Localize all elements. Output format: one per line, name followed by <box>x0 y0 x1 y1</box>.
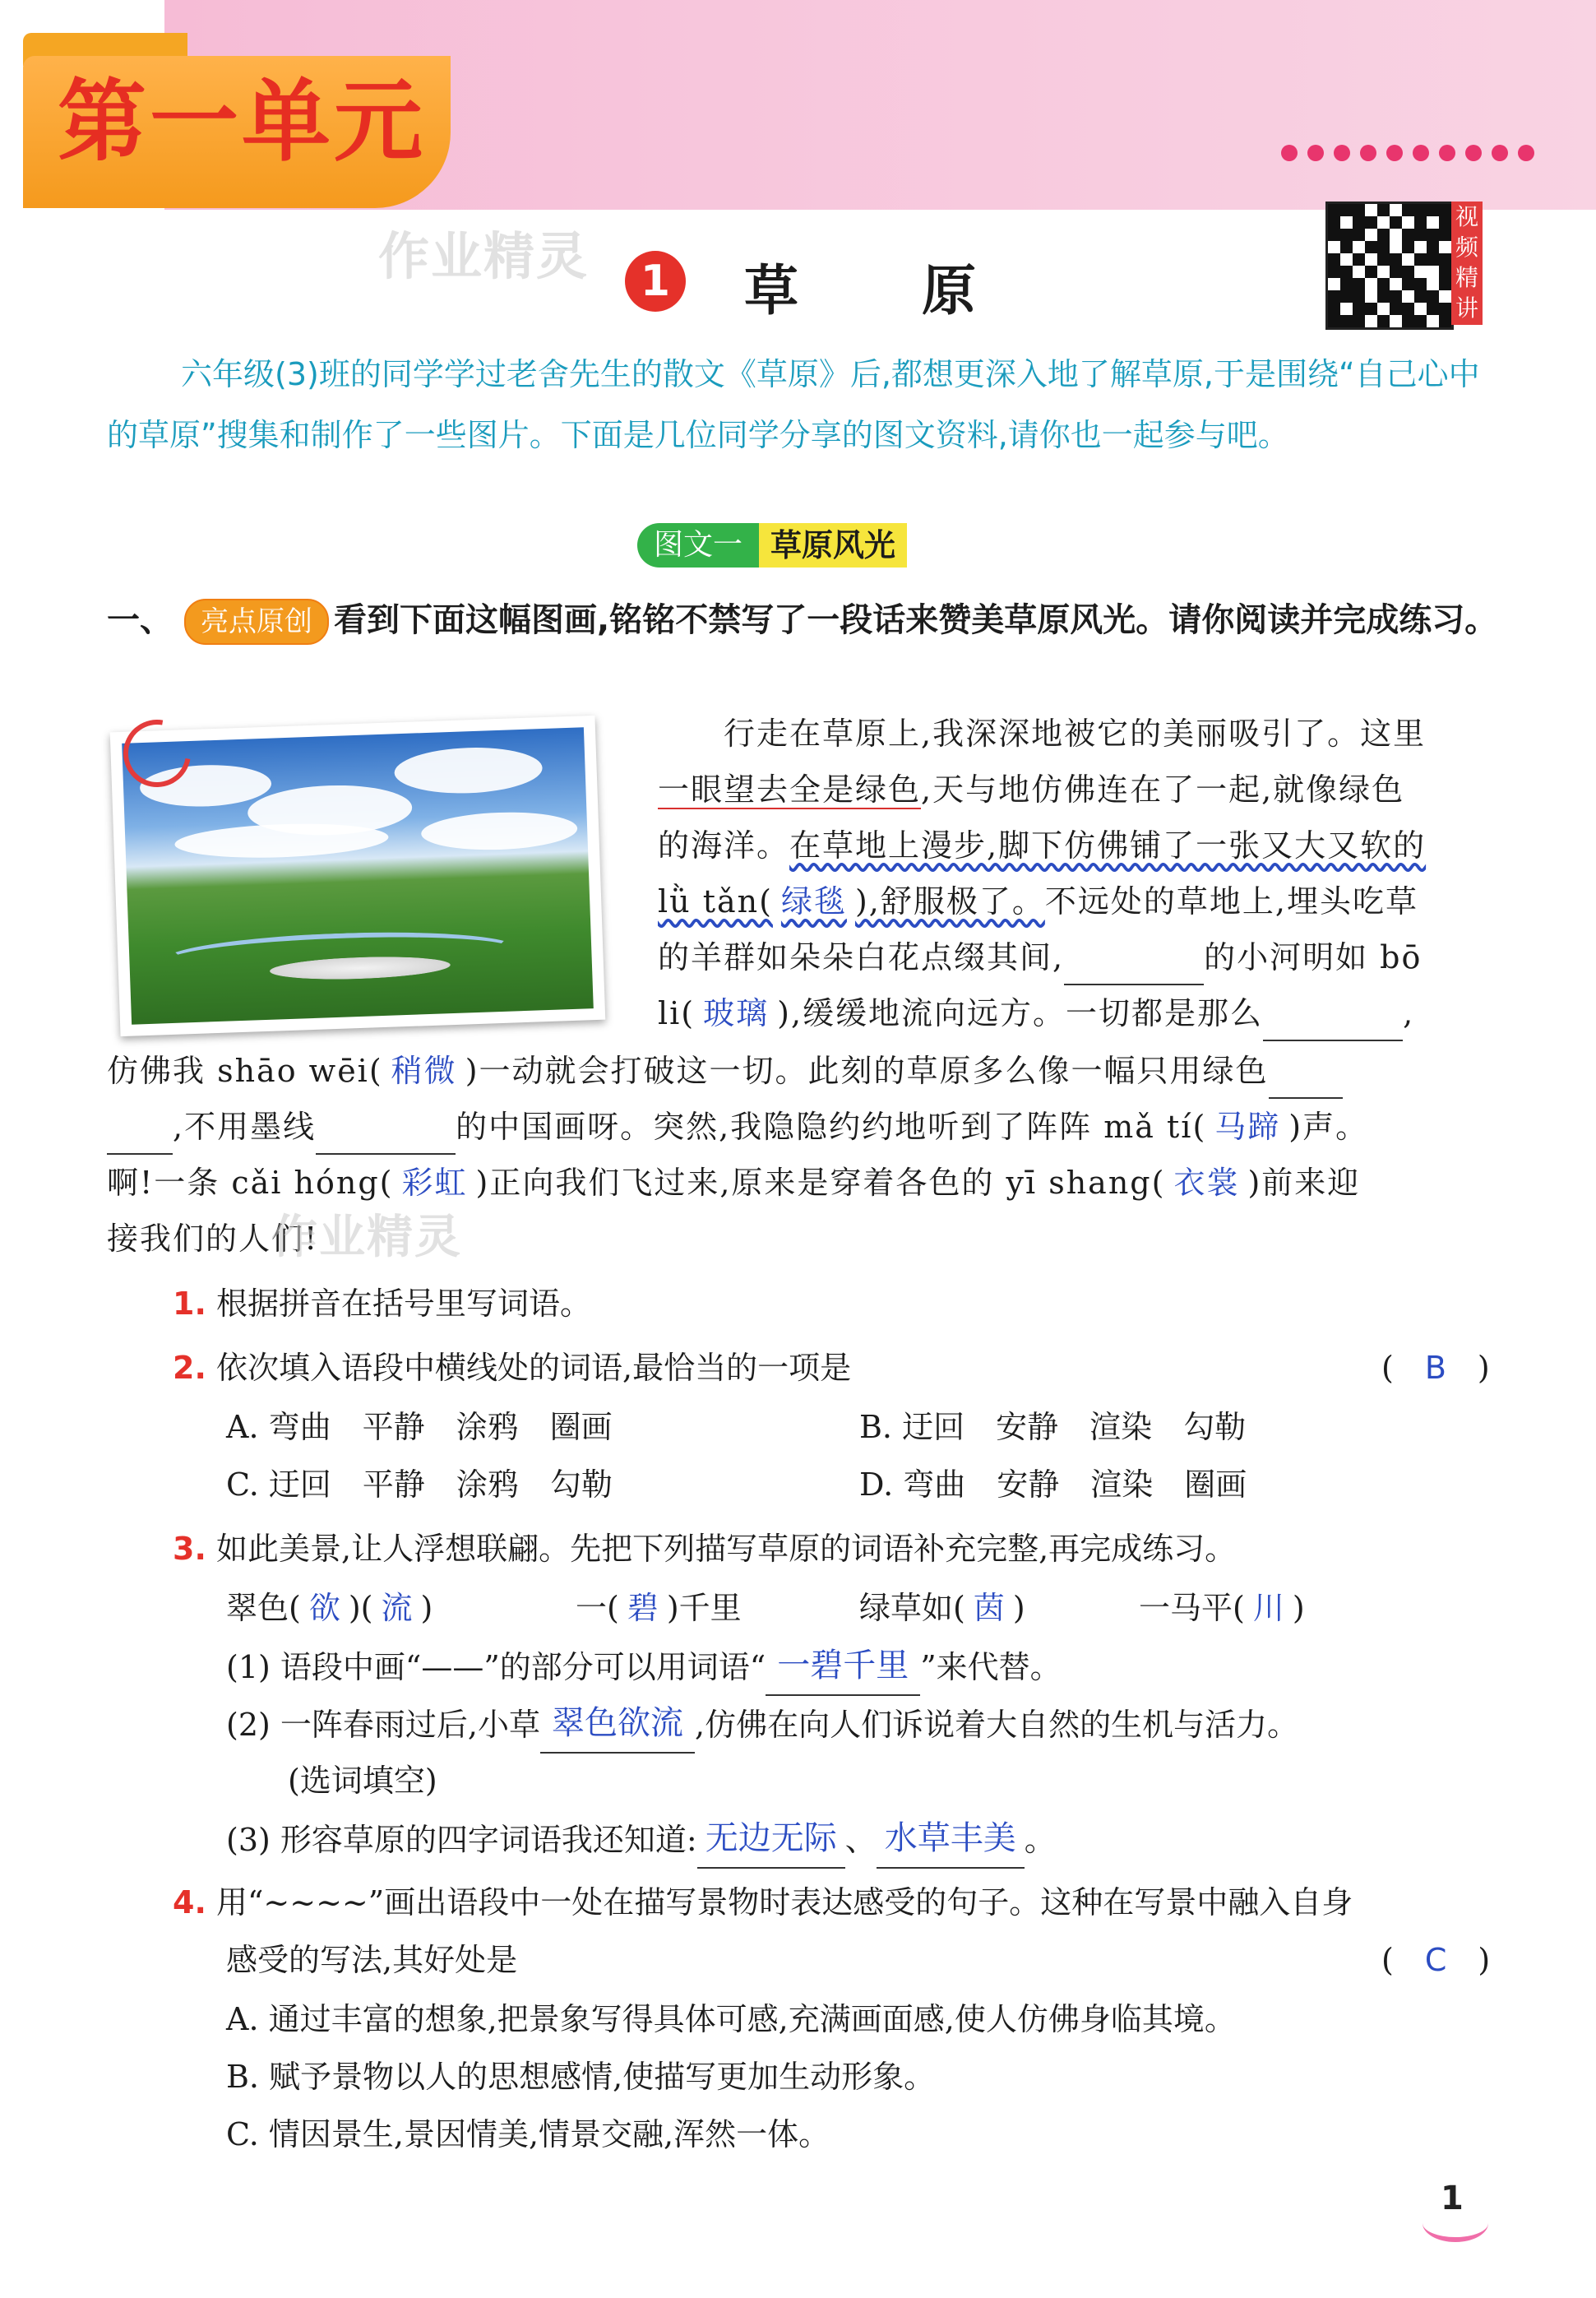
answer-idiom: 碧 <box>627 1590 659 1626</box>
idiom-text: 绿草如( <box>859 1590 965 1626</box>
passage-text: )声。 <box>1288 1109 1369 1145</box>
answer-bracket-2: ( B ) <box>1381 1350 1490 1386</box>
part-text: (3) 形容草原的四字词语我还知道: <box>226 1822 697 1858</box>
idiom-text: 一( <box>576 1590 619 1626</box>
passage-text: )正向我们飞过来,原来是穿着各色的 yī shang( <box>475 1165 1166 1201</box>
decor-dot <box>1334 145 1350 161</box>
subquestion-3 <box>173 1520 1236 1578</box>
section-tag-label: 图文一 <box>637 523 759 568</box>
subquestion-4 <box>173 1874 1353 1931</box>
answer-idiom: 欲 <box>308 1590 340 1626</box>
subquestion-1 <box>173 1275 591 1332</box>
grassland-image <box>122 727 594 1024</box>
passage-line <box>658 762 1404 818</box>
question-1-heading <box>107 591 1505 650</box>
decor-dot <box>1386 145 1403 161</box>
page-number-decor <box>1423 2204 1488 2242</box>
idiom-text: )( <box>348 1590 373 1626</box>
qr-code[interactable] <box>1325 202 1454 330</box>
idiom-text: )千里 <box>666 1590 742 1626</box>
passage-text: 接我们的人们! <box>107 1221 319 1257</box>
decor-dot <box>1465 145 1482 161</box>
idiom-text: ) <box>1292 1590 1305 1626</box>
passage-line <box>724 706 1426 762</box>
answer-bracket-4: ( C ) <box>1381 1942 1491 1978</box>
option-a: A. 弯曲 平静 涂鸦 圈画 <box>226 1409 613 1445</box>
decor-dot <box>1492 145 1508 161</box>
passage-text: 的中国画呀。突然,我隐隐约约地听到了阵阵 mǎ tí( <box>456 1109 1207 1145</box>
passage-text: 不远处的草地上,埋头吃草 <box>1044 883 1418 920</box>
q4-option-c: C. 情因景生,景因情美,情景交融,浑然一体。 <box>226 2116 830 2152</box>
cloud <box>174 821 389 861</box>
original-badge: 亮点原创 <box>184 599 329 645</box>
passage-text: )前来迎 <box>1247 1165 1361 1201</box>
question-1-number: 一、 <box>107 601 173 639</box>
passage-text: )一动就会打破这一切。此刻的草原多么像一幅只用绿色 <box>465 1053 1269 1089</box>
part-text: ”来代替。 <box>920 1649 1062 1685</box>
idiom-1 <box>226 1579 433 1637</box>
passage-wavy: lǜ tǎn( <box>658 883 773 920</box>
passage-text: ,不用墨线 <box>173 1109 317 1145</box>
part-text: (1) 语段中画“——”的部分可以用词语“ <box>226 1649 766 1685</box>
subquestion-number: 1. <box>173 1286 206 1322</box>
answer-shaowei: 稍微 <box>391 1053 457 1089</box>
question-1-prompt: 看到下面这幅图画,铭铭不禁写了一段话来赞美草原风光。请你阅读并完成练习。 <box>334 601 1498 639</box>
intro-paragraph: 六年级(3)班的同学学过老舍先生的散文《草原》后,都想更深入地了解草原,于是围绕“自己心中的草原”搜集和制作了一些图片。下面是几位同学分享的图文资料,请你也一起参与吧。 <box>107 356 1480 453</box>
passage-text: 的羊群如朵朵白花点缀其间, <box>658 939 1065 975</box>
idiom-text: ) <box>1012 1590 1025 1626</box>
answer-idiom: 川 <box>1252 1590 1284 1626</box>
passage-line <box>658 985 1414 1041</box>
passage-text: 仿佛我 shāo wēi( <box>107 1053 383 1089</box>
subquestion-text: 根据拼音在括号里写词语。 <box>215 1286 591 1322</box>
passage-text: 的海洋。 <box>658 827 790 864</box>
passage-line <box>107 1043 1343 1099</box>
idiom-4 <box>1139 1579 1305 1637</box>
answer-boli: 玻璃 <box>703 995 770 1031</box>
q3-part-3 <box>226 1809 1056 1869</box>
q3-part-2-note: (选词填空) <box>288 1763 437 1799</box>
decor-dot <box>1307 145 1324 161</box>
idiom-text: 翠色( <box>226 1590 301 1626</box>
decor-dot <box>1360 145 1376 161</box>
part-text: 、 <box>844 1822 877 1858</box>
subquestion-number: 4. <box>173 1884 206 1920</box>
page-number: 1 <box>1441 2180 1464 2217</box>
cloud <box>394 745 544 795</box>
section-tag <box>637 523 907 568</box>
passage-wavy: 在草地上漫步,脚下仿佛铺了一张又大又软的 <box>789 827 1427 864</box>
part-text: ,仿佛在向人们诉说着大自然的生机与活力。 <box>695 1707 1299 1743</box>
answer-part-1: 一碧千里 <box>766 1637 920 1696</box>
passage-line <box>658 818 1426 873</box>
passage-line <box>107 1099 1368 1155</box>
subquestion-4-cont: 感受的写法,其好处是 <box>226 1942 518 1978</box>
passage-text: , <box>1403 995 1415 1031</box>
idiom-3 <box>859 1579 1025 1637</box>
answer-part-3b: 水草丰美 <box>877 1809 1025 1869</box>
decor-dot <box>1518 145 1534 161</box>
answer-yishang: 衣裳 <box>1173 1165 1240 1201</box>
option-b: B. 迂回 安静 渲染 勾勒 <box>859 1409 1247 1445</box>
passage-text: 的小河明如 bō <box>1204 939 1423 975</box>
q4-option-b: B. 赋予景物以人的思想感情,使描写更加生动形象。 <box>226 2059 936 2095</box>
section-title: 草原风光 <box>759 523 907 568</box>
answer-part-2: 翠色欲流 <box>540 1694 695 1754</box>
idiom-2 <box>576 1579 742 1637</box>
option-d: D. 弯曲 安静 渲染 圈画 <box>859 1466 1247 1503</box>
decor-dot <box>1281 145 1298 161</box>
answer-idiom: 茵 <box>973 1590 1005 1626</box>
subquestion-text: 如此美景,让人浮想联翩。先把下列描写草原的词语补充完整,再完成练习。 <box>215 1531 1237 1567</box>
lesson-title: 草原 <box>744 258 1099 322</box>
subquestion-text: 用“~~~~”画出语段中一处在描写景物时表达感受的句子。这种在写景中融入自身 <box>215 1884 1353 1920</box>
watermark: 作业精灵 <box>271 1211 462 1264</box>
fill-blank[interactable] <box>1263 1040 1403 1041</box>
answer-caihong: 彩虹 <box>401 1165 468 1201</box>
answer-lvtan: 绿毯 <box>780 883 847 920</box>
q4-option-a: A. 通过丰富的想象,把景象写得具体可感,充满画面感,使人仿佛身临其境。 <box>226 2001 1236 2037</box>
q3-part-1 <box>226 1637 1062 1696</box>
answer-q2: B <box>1424 1350 1446 1386</box>
decor-dot <box>1439 145 1455 161</box>
option-c: C. 迂回 平静 涂鸦 勾勒 <box>226 1466 613 1503</box>
unit-title: 第一单元 <box>58 71 427 174</box>
passage-text: 行走在草原上,我深深地被它的美丽吸引了。这里 <box>724 716 1427 752</box>
part-text: 。 <box>1024 1822 1056 1858</box>
qr-label: 视频精讲 <box>1451 202 1483 325</box>
answer-mati: 马蹄 <box>1214 1109 1281 1145</box>
passage-text: ),缓缓地流向远方。一切都是那么 <box>777 995 1264 1031</box>
lesson-number: 1 <box>625 251 686 312</box>
answer-part-3a: 无边无际 <box>697 1809 845 1869</box>
idiom-text: ) <box>420 1590 433 1626</box>
subquestion-number: 3. <box>173 1531 206 1567</box>
subquestion-number: 2. <box>173 1350 206 1386</box>
passage-line <box>658 873 1418 929</box>
passage-wavy: ),舒服极了。 <box>854 883 1045 920</box>
decor-dot <box>1413 145 1429 161</box>
cloud <box>420 810 577 853</box>
q3-part-2 <box>226 1694 1298 1754</box>
answer-q4: C <box>1424 1942 1447 1978</box>
passage-text: li( <box>658 995 696 1031</box>
idiom-text: 一马平( <box>1139 1590 1245 1626</box>
part-text: (2) 一阵春雨过后,小草 <box>226 1707 540 1743</box>
passage-line <box>658 929 1422 985</box>
watermark: 作业精灵 <box>378 226 590 286</box>
passage-text: 啊!一条 cǎi hóng( <box>107 1165 394 1201</box>
subquestion-2 <box>173 1339 851 1397</box>
answer-idiom: 流 <box>381 1590 413 1626</box>
subquestion-text: 依次填入语段中横线处的词语,最恰当的一项是 <box>215 1350 852 1386</box>
passage-underlined: 一眼望去全是绿色 <box>658 771 922 808</box>
passage-text: ,天与地仿佛连在了一起,就像绿色 <box>921 771 1405 808</box>
